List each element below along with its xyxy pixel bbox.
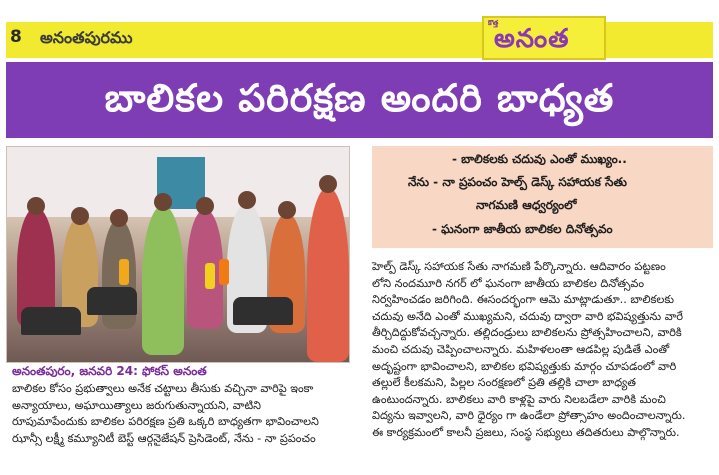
dateline: అనంతపురం, జనవరి 24: ఫోకస్ అనంత bbox=[12, 364, 207, 378]
highlight-line: - ఘనంగా జాతీయ బాలికల దినోత్సవం bbox=[432, 222, 613, 236]
article-line: అదృష్టంగా భావించాలని, బాలికల భవిష్యత్తుకు మార్గం చూపడంలో వారి bbox=[372, 359, 677, 373]
highlight-line: నాగమణి ఆధ్వర్యంలో bbox=[476, 198, 577, 212]
photo-bottle bbox=[219, 259, 229, 285]
photo-person-head bbox=[319, 175, 337, 193]
article-line: లోని నందమూరి నగర్ లో ఘనంగా జాతీయ బాలికల దినోత్సవం bbox=[372, 276, 645, 290]
photo-person-head bbox=[110, 209, 128, 227]
highlight-line: - బాలికలకు చదువు ఎంతో ముఖ్యం.. bbox=[452, 152, 627, 166]
sewing-machine bbox=[21, 307, 81, 335]
article-line: చదువు అనేది ఎంతో ముఖ్యమని, చదువు ద్వారా వారి భవిష్యత్తును వారే bbox=[372, 309, 684, 323]
logo-wordmark: అనంత bbox=[494, 24, 570, 54]
page-number: 8 bbox=[10, 27, 22, 47]
article-line: తల్లులే కీలకమని, పిల్లల సంరక్షణలో ప్రతి తల్లికి చాలా బాధ్యత bbox=[372, 376, 636, 390]
highlights-box bbox=[372, 146, 713, 248]
sewing-machine bbox=[87, 287, 137, 315]
article-left-column bbox=[12, 381, 345, 447]
headline-banner bbox=[6, 62, 713, 138]
article-line: ఉంటుందన్నారు. బాలికలు వారి కాళ్లపై వారు నిలబడేలా వారికి మంచి bbox=[372, 392, 666, 406]
photo-person bbox=[142, 205, 184, 355]
article-line: హెల్ప్ డెస్క్ సహాయక సేతు నాగమణి పేర్కొన్నారు. ఆదివారం పట్టణం bbox=[372, 260, 666, 273]
photo-person-head bbox=[278, 201, 296, 219]
article-right-column bbox=[372, 259, 714, 442]
photo-person-head bbox=[196, 197, 214, 215]
highlight-line: నేను - నా ప్రపంచం హెల్ప్ డెస్క్ సహాయక సేతు bbox=[408, 175, 627, 189]
news-photo bbox=[6, 146, 350, 363]
section-name: అనంతపురము bbox=[40, 28, 133, 47]
article-line: నిర్వహించడం జరిగింది. ఈసందర్భంగా ఆమె మాట్లాడుతూ.. బాలికలకు bbox=[372, 293, 675, 307]
sewing-machine bbox=[233, 297, 293, 325]
article-line: బాలికల కోసం ప్రభుత్వాలు అనేక చట్టాలు తీసుకు వచ్చినా వారిపై ఇంకా bbox=[12, 382, 314, 395]
top-margin bbox=[0, 0, 719, 12]
article-line: ఝాన్సీ లక్ష్మీ కమ్యూనిటీ బెస్ట్ ఆర్గనైజేషన్ ప్రెసిడెంట్, నేను - నా ప్రపంచం bbox=[12, 431, 316, 445]
article-line: ఈ కార్యక్రమంలో కాలనీ ప్రజలు, సంస్థ సభ్యులు తదితరులు పాల్గొన్నారు. bbox=[372, 425, 680, 439]
newspaper-logo bbox=[482, 16, 606, 60]
article-line: తీర్చిదిద్దుకోవచ్చన్నారు. తల్లిదండ్రులు బాలికలను ప్రోత్సహించాలని, వారికి bbox=[372, 326, 682, 340]
article-line: అన్యాయాలు, అఘాయిత్యాలు జరుగుతున్నాయని, వాటిని bbox=[12, 398, 262, 412]
photo-bottle bbox=[205, 263, 215, 289]
article-line: మంచి చదువు చెప్పించాలన్నారు. మహిళలంతా ఆడపిల్ల పుడితే ఎంతో bbox=[372, 342, 670, 356]
photo-person-head bbox=[27, 197, 45, 215]
photo-bottle bbox=[119, 259, 129, 285]
photo-person-head bbox=[71, 207, 89, 225]
photo-person-head bbox=[154, 193, 172, 211]
article-line: రూపుమాపేందుకు బాలికల పరిరక్షణ ప్రతి ఒక్కరి బాధ్యతగా భావించాలని bbox=[12, 415, 319, 429]
headline-title: బాలికల పరిరక్షణ అందరి బాధ్యత bbox=[104, 76, 615, 120]
photo-person bbox=[307, 187, 349, 362]
photo-person-head bbox=[238, 191, 256, 209]
logo-tagline: కొత్త bbox=[488, 19, 499, 27]
article-line: విద్యను ఇవ్వాలని, వారి ధైర్యం గా ఉండేలా ప్రోత్సాహం అందించాలన్నారు. bbox=[372, 409, 686, 423]
